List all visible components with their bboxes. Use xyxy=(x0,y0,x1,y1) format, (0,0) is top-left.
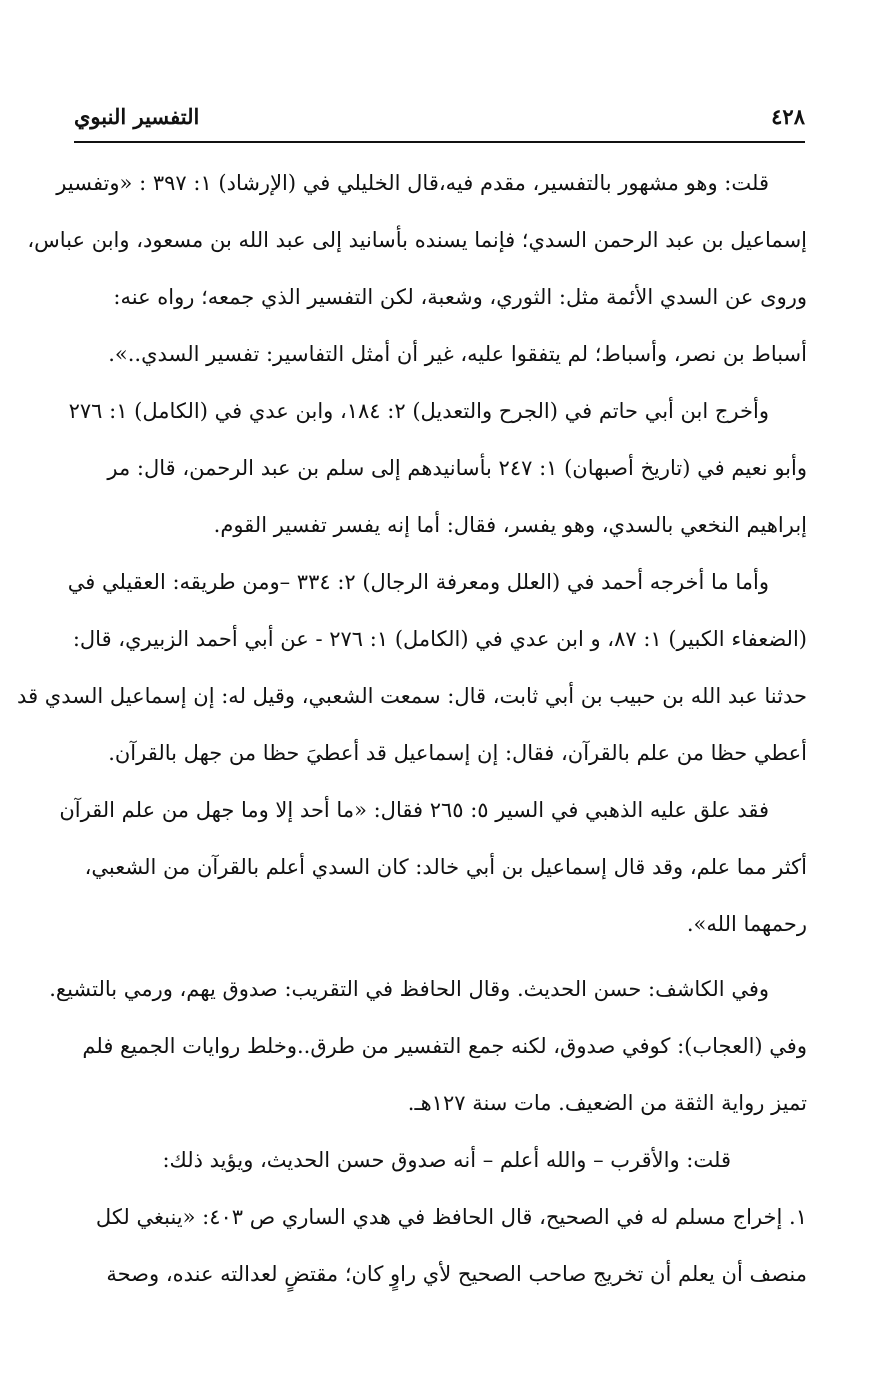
page-number: ٤٢٨ xyxy=(771,104,805,129)
text-line: قلت: وهو مشهور بالتفسير، مقدم فيه،قال الخليلي في (الإرشاد) ١: ٣٩٧ : «وتفسير xyxy=(56,171,769,195)
text-line: إسماعيل بن عبد الرحمن السدي؛ فإنما يسنده بأسانيد إلى عبد الله بن مسعود، وابن عباس، xyxy=(27,228,807,252)
text-line: وفي الكاشف: حسن الحديث. وقال الحافظ في التقريب: صدوق يهم، ورمي بالتشيع. xyxy=(49,977,769,1001)
text-line: وأما ما أخرجه أحمد في (العلل ومعرفة الرجال) ٢: ٣٣٤ –ومن طريقه: العقيلي في xyxy=(67,570,769,594)
text-line: وأخرج ابن أبي حاتم في (الجرح والتعديل) ٢: ١٨٤، وابن عدي في (الكامل) ١: ٢٧٦ xyxy=(68,399,769,423)
page-header xyxy=(74,104,805,144)
text-line: حدثنا عبد الله بن حبيب بن أبي ثابت، قال: سمعت الشعبي، وقيل له: إن إسماعيل السدي قد xyxy=(17,684,807,708)
text-line: قلت: والأقرب – والله أعلم – أنه صدوق حسن الحديث، ويؤيد ذلك: xyxy=(162,1148,731,1172)
text-line: رحمهما الله». xyxy=(686,912,807,936)
page-body xyxy=(17,155,807,1303)
header-rule xyxy=(74,141,805,143)
paragraph-3 xyxy=(17,554,807,782)
text-line: منصف أن يعلم أن تخريج صاحب الصحيح لأي راوٍ كان؛ مقتضٍ لعدالته عنده، وصحة xyxy=(106,1262,807,1286)
paragraph-2 xyxy=(68,383,807,554)
text-line: ١. إخراج مسلم له في الصحيح، قال الحافظ في هدي الساري ص ٤٠٣: «ينبغي لكل xyxy=(95,1205,807,1229)
paragraph-4 xyxy=(59,782,807,953)
text-line: وفي (العجاب): كوفي صدوق، لكنه جمع التفسير من طرق..وخلط روايات الجميع فلم xyxy=(82,1034,807,1058)
text-line: أكثر مما علم، وقد قال إسماعيل بن أبي خالد: كان السدي أعلم بالقرآن من الشعبي، xyxy=(84,855,807,879)
running-title: التفسير النبوي xyxy=(74,104,200,129)
text-line: (الضعفاء الكبير) ١: ٨٧، و ابن عدي في (الكامل) ١: ٢٧٦ - عن أبي أحمد الزبيري، قال: xyxy=(72,627,807,651)
paragraph-5 xyxy=(49,961,807,1132)
text-line: وروى عن السدي الأئمة مثل: الثوري، وشعبة، لكن التفسير الذي جمعه؛ رواه عنه: xyxy=(113,285,807,309)
paragraph-7 xyxy=(74,1189,807,1303)
paragraph-6 xyxy=(74,1132,807,1189)
text-line: إبراهيم النخعي بالسدي، وهو يفسر، فقال: أما إنه يفسر تفسير القوم. xyxy=(213,513,807,537)
paragraph-1 xyxy=(27,155,807,383)
text-line: تميز رواية الثقة من الضعيف. مات سنة ١٢٧هـ. xyxy=(407,1091,807,1115)
text-line: فقد علق عليه الذهبي في السير ٥: ٢٦٥ فقال: «ما أحد إلا وما جهل من علم القرآن xyxy=(59,798,769,822)
text-line: أعطي حظا من علم بالقرآن، فقال: إن إسماعيل قد أعطيَ حظا من جهل بالقرآن. xyxy=(108,741,807,765)
text-line: أسباط بن نصر، وأسباط؛ لم يتفقوا عليه، غير أن أمثل التفاسير: تفسير السدي..». xyxy=(108,342,807,366)
text-line: وأبو نعيم في (تاريخ أصبهان) ١: ٢٤٧ بأسانيدهم إلى سلم بن عبد الرحمن، قال: مر xyxy=(107,456,807,480)
